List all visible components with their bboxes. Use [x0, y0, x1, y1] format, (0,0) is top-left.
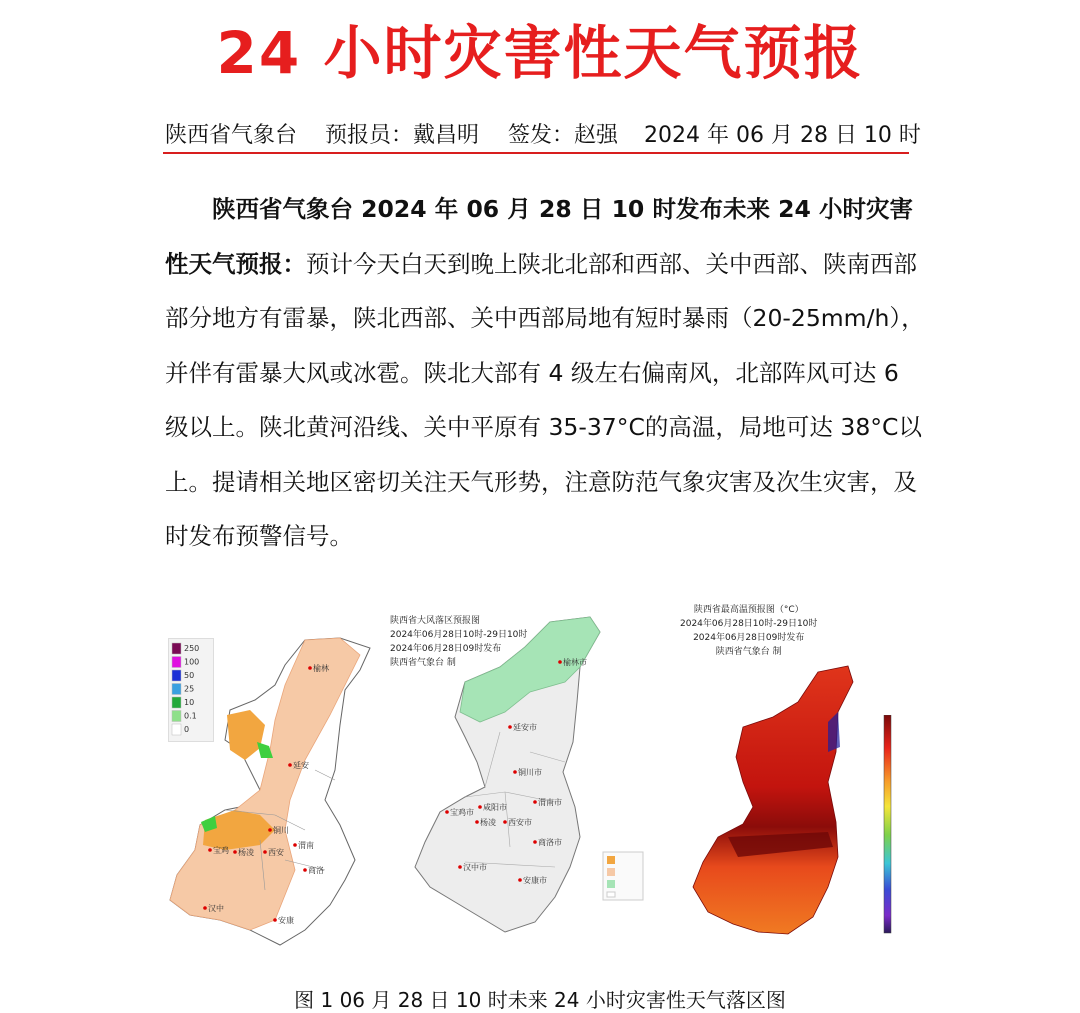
temp-map-title-line: 2024年06月28日10时-29日10时 [680, 619, 818, 629]
legend-label: 0.1 [184, 711, 197, 721]
city-label: 宝鸡 [213, 846, 229, 855]
max-temperature-map [688, 662, 903, 942]
temp-map-title-line: 陕西省最高温预报图（°C） [693, 605, 804, 615]
forecast-lead: 陕西省气象台 2024 年 06 月 28 日 10 时发布未来 24 小时灾害性天气预报： [165, 195, 914, 278]
gale-map-title-line: 2024年06月28日10时-29日10时 [390, 630, 528, 640]
city-label: 铜川市 [518, 768, 542, 777]
legend-label: 250 [184, 644, 200, 653]
city-label: 渭南 [298, 841, 314, 850]
city-marker [208, 848, 212, 852]
legend-label: 10 [184, 698, 195, 707]
city-label: 汉中市 [463, 863, 487, 872]
city-label: 安康 [278, 916, 294, 925]
city-label: 渭南市 [538, 798, 562, 807]
figure-caption: 图 1 06 月 28 日 10 时未来 24 小时灾害性天气落区图 [294, 988, 786, 1012]
temp-map-title-line: 陕西省气象台 制 [715, 647, 782, 657]
city-marker [293, 843, 297, 847]
legend-label: 100 [184, 657, 200, 667]
city-marker [268, 828, 272, 832]
issuer: 签发：赵强 [508, 123, 619, 148]
city-marker [558, 660, 562, 664]
city-label: 榆林 [313, 664, 329, 673]
forecaster: 预报员：戴昌明 [325, 123, 480, 148]
city-label: 杨凌 [238, 848, 254, 857]
temp-map-title [680, 603, 817, 659]
city-marker [308, 666, 312, 670]
legend-label: 0 [184, 725, 190, 734]
city-marker [445, 810, 449, 814]
city-label: 榆林市 [563, 658, 587, 667]
legend-label: 25 [184, 684, 195, 694]
city-marker [303, 868, 307, 872]
city-label: 延安 [293, 761, 309, 770]
temperature-colorbar [880, 715, 898, 937]
city-marker [533, 840, 537, 844]
city-marker [508, 725, 512, 729]
city-marker [513, 770, 517, 774]
city-label: 安康市 [523, 876, 547, 885]
forecast-text: 预计今天白天到晚上陕北北部和西部、关中西部、陕南西部部分地方有雷暴，陕北西部、关中西部局地有短时暴雨（20-25mm/h），并伴有雷暴大风或冰雹。陕北大部有 4 级左右偏南风，北部阵风可达 6 级以上。陕北黄河沿线、关中平原有 35-37°C的高温，局地可达 38°C以上。提请相关地区密切关注天气形势，注意防范气象灾害及次生灾害，及时发布预警信号。 [165, 249, 925, 550]
city-marker [288, 763, 292, 767]
storm-area-map [165, 630, 380, 950]
city-marker [203, 906, 207, 910]
city-marker [273, 918, 277, 922]
issue-datetime: 2024 年 06 月 28 日 10 时 [644, 123, 921, 148]
city-label: 汉中 [208, 904, 224, 913]
city-marker [475, 820, 479, 824]
temp-map-title-line: 2024年06月28日09时发布 [693, 633, 805, 643]
city-marker [458, 865, 462, 869]
city-label: 延安市 [513, 723, 537, 732]
city-marker [533, 800, 537, 804]
gale-area-map [405, 612, 645, 962]
city-marker [263, 850, 267, 854]
city-marker [518, 878, 522, 882]
gale-map-title-line: 陕西省大风落区预报图 [390, 616, 481, 626]
gale-map-title-line: 2024年06月28日09时发布 [390, 644, 502, 654]
city-marker [478, 805, 482, 809]
office-name: 陕西省气象台 [165, 123, 298, 148]
page-title: 24 小时灾害性天气预报 [216, 19, 864, 87]
city-marker [503, 820, 507, 824]
city-label: 商洛 [308, 866, 324, 875]
legend-label: 50 [184, 671, 195, 680]
forecast-body [165, 182, 925, 564]
city-label: 杨凌 [480, 818, 496, 827]
city-label: 商洛市 [538, 838, 562, 847]
city-label: 西安市 [508, 818, 532, 827]
issue-meta [165, 118, 921, 152]
city-label: 宝鸡市 [450, 808, 474, 817]
city-label: 西安 [268, 848, 284, 857]
city-marker [233, 850, 237, 854]
gale-map-title-line: 陕西省气象台 制 [390, 658, 456, 668]
city-label: 咸阳市 [483, 803, 507, 812]
city-label: 铜川 [273, 826, 289, 835]
header-divider [163, 152, 909, 154]
